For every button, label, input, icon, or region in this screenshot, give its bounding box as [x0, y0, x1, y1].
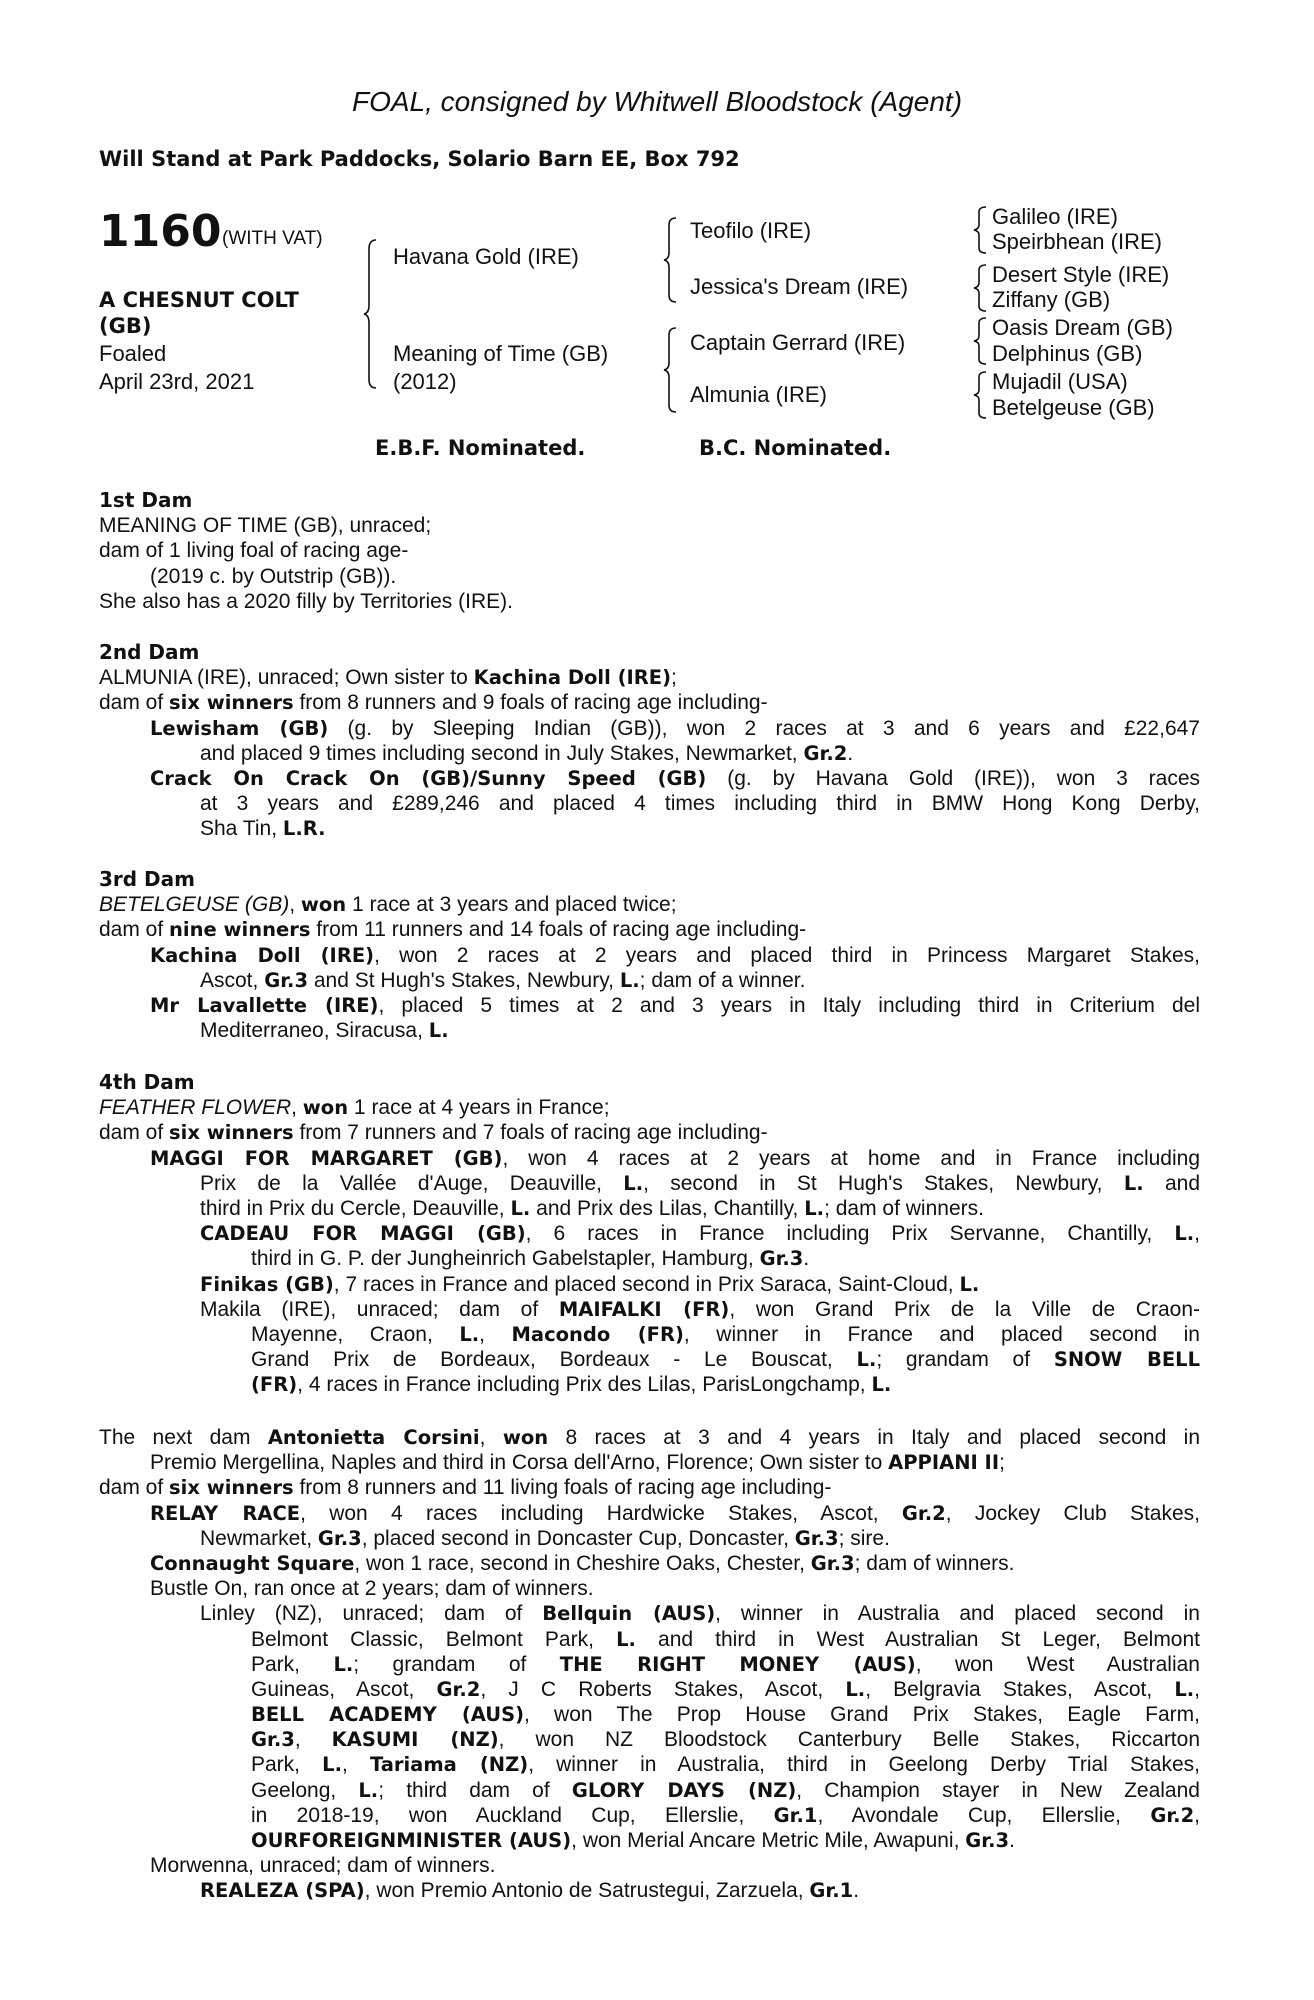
- text-run: , placed 5 times at 2 and 3 years in Italy including third in Criterium del: [378, 993, 1200, 1017]
- text-run: Guineas, Ascot,: [251, 1677, 437, 1701]
- bold-run: L.: [856, 1348, 877, 1372]
- text-run: Geelong,: [251, 1778, 359, 1802]
- text-run: Mayenne, Craon,: [251, 1322, 460, 1346]
- text-line: [150, 1853, 1200, 1878]
- text-run: .: [853, 1879, 860, 1903]
- bold-run: L.R.: [282, 817, 326, 841]
- text-run: , won Grand Prix de la Ville de Craon-: [729, 1297, 1200, 1321]
- text-run: .: [847, 741, 854, 765]
- text-run: , won 1 race, second in Cheshire Oaks, Chester,: [354, 1551, 811, 1575]
- text-run: and Prix des Lilas, Chantilly,: [530, 1196, 805, 1220]
- text-line: [200, 1601, 1200, 1626]
- text-run: She also has a 2020 filly by Territories (IRE).: [99, 589, 513, 613]
- text-line: [150, 1501, 1200, 1526]
- bold-run: THE RIGHT MONEY (AUS): [559, 1652, 916, 1676]
- text-run: Linley (NZ), unraced; dam of: [200, 1602, 543, 1626]
- bold-run: Gr.2: [436, 1677, 481, 1701]
- text-run: third in G. P. der Jungheinrich Gabelstapler, Hamburg,: [251, 1247, 760, 1271]
- gen3-name: Desert Style (IRE): [992, 262, 1170, 287]
- bold-run: six winners: [169, 691, 294, 715]
- bold-run: L.: [358, 1778, 379, 1802]
- text-run: and placed 9 times including second in July Stakes, Newmarket,: [200, 741, 804, 765]
- bold-run: L.: [428, 1019, 449, 1043]
- lot-number: 1160: [99, 206, 222, 257]
- text-run: ,: [1194, 1677, 1200, 1701]
- text-line: [99, 513, 1200, 538]
- text-run: , won The Prop House Grand Prix Stakes, Eagle Farm,: [524, 1703, 1200, 1727]
- bold-run: RELAY RACE: [150, 1501, 301, 1525]
- text-run: , Jockey Club Stakes,: [945, 1501, 1201, 1525]
- dam-record: [0, 1475, 1314, 1500]
- bold-run: Kachina Doll (IRE): [473, 666, 672, 690]
- dam-section: [0, 1425, 1314, 1904]
- text-run: , winner in Australia and placed second in: [715, 1602, 1200, 1626]
- bold-run: L.: [845, 1677, 866, 1701]
- bold-run: CADEAU FOR MAGGI (GB): [200, 1222, 526, 1246]
- text-run: ; dam of winners.: [854, 1551, 1015, 1575]
- gen3-brace-1: [974, 206, 988, 254]
- text-line: [99, 589, 1200, 614]
- text-run: Belmont Classic, Belmont Park,: [251, 1627, 617, 1651]
- text-line: [200, 1878, 1200, 1903]
- bold-run: L.: [623, 1171, 644, 1195]
- progeny-entry: [0, 1601, 1314, 1853]
- dam-record: [0, 1095, 1314, 1120]
- sire-dam-brace: [364, 239, 378, 389]
- bold-run: six winners: [169, 1476, 294, 1500]
- bold-run: L.: [322, 1753, 342, 1777]
- text-run: 8 races at 3 and 4 years in Italy and placed second in: [548, 1426, 1200, 1449]
- bold-run: Gr.1: [809, 1879, 854, 1903]
- text-run: Park,: [251, 1753, 323, 1777]
- text-run: and St Hugh's Stakes, Newbury,: [308, 968, 620, 992]
- text-run: , won 4 races at 2 years at home and in France including: [502, 1146, 1201, 1170]
- text-run: ,: [1194, 1803, 1200, 1827]
- text-run: ,: [479, 1322, 512, 1346]
- dam-year: (2012): [393, 369, 457, 394]
- text-run: ALMUNIA (IRE), unraced; Own sister to: [99, 666, 474, 690]
- bold-run: GLORY DAYS (NZ): [571, 1778, 797, 1802]
- stand-location: Will Stand at Park Paddocks, Solario Barn EE, Box 792: [99, 147, 740, 171]
- bold-run: Gr.2: [1150, 1803, 1195, 1827]
- progeny-entry: [0, 1853, 1314, 1878]
- text-line: [150, 564, 1200, 589]
- text-run: 1 race at 4 years in France;: [348, 1096, 610, 1120]
- bold-run: six winners: [169, 1121, 294, 1145]
- text-line: [150, 1146, 1200, 1171]
- progeny-entry: [0, 1551, 1314, 1576]
- dam-name: Meaning of Time (GB): [393, 341, 609, 366]
- text-line: [99, 1425, 1200, 1450]
- bold-run: Bellquin (AUS): [542, 1602, 716, 1626]
- bold-run: SNOW BELL: [1053, 1348, 1200, 1372]
- dam-record: [0, 665, 1314, 690]
- text-run: .: [1009, 1829, 1015, 1852]
- bold-run: won: [502, 1426, 549, 1449]
- text-line: [251, 1702, 1200, 1727]
- text-line: [99, 690, 1200, 715]
- text-run: , placed second in Doncaster Cup, Doncaster,: [361, 1526, 795, 1550]
- text-run: , Champion stayer in New Zealand: [796, 1778, 1200, 1802]
- text-run: Mediterraneo, Siracusa,: [200, 1019, 429, 1043]
- progeny-entry: [0, 1501, 1314, 1551]
- dam-record: [0, 589, 1314, 614]
- text-run: ,: [341, 1753, 370, 1777]
- progeny-entry: [0, 993, 1314, 1043]
- text-line: [150, 993, 1200, 1018]
- text-line: [150, 943, 1200, 968]
- text-run: , won Merial Ancare Metric Mile, Awapuni,: [571, 1829, 966, 1852]
- text-run: ,: [291, 1096, 303, 1120]
- bold-run: REALEZA (SPA): [200, 1879, 365, 1903]
- bold-run: Gr.3: [965, 1829, 1010, 1852]
- progeny-entry: [0, 1272, 1314, 1297]
- section-heading: 4th Dam: [99, 1070, 195, 1094]
- text-run: Bustle On, ran once at 2 years; dam of winners.: [150, 1577, 594, 1601]
- text-run: ; dam of winners.: [824, 1196, 984, 1220]
- text-run: Newmarket,: [200, 1526, 318, 1550]
- bold-run: won: [302, 1096, 349, 1120]
- text-line: [99, 538, 1200, 563]
- text-run: , won 4 races including Hardwicke Stakes, Ascot,: [300, 1501, 902, 1525]
- text-line: [251, 1322, 1200, 1347]
- text-run: , winner in Australia, third in Geelong Derby Trial Stakes,: [528, 1753, 1200, 1777]
- text-run: ; grandam of: [353, 1652, 560, 1676]
- text-run: Grand Prix de Bordeaux, Bordeaux - Le Bouscat,: [251, 1348, 857, 1372]
- text-run: third in Prix du Cercle, Deauville,: [200, 1196, 511, 1220]
- text-run: at 3 years and £289,246 and placed 4 times including third in BMW Hong Kong Derby,: [200, 792, 1200, 816]
- gen3-name: Speirbhean (IRE): [992, 229, 1162, 254]
- progeny-entry: [0, 564, 1314, 589]
- bold-run: Gr.3: [317, 1526, 362, 1550]
- bold-run: KASUMI (NZ): [331, 1728, 499, 1752]
- gen3-name: Betelgeuse (GB): [992, 395, 1155, 420]
- text-run: ; third dam of: [378, 1778, 572, 1802]
- dam-section: [0, 1070, 1314, 1397]
- bold-run: L.: [1174, 1677, 1195, 1701]
- text-run: from 8 runners and 9 foals of racing age including-: [293, 691, 768, 715]
- text-run: Ascot,: [200, 968, 265, 992]
- horse-description: A CHESNUT COLT: [99, 288, 299, 312]
- gen3-name: Ziffany (GB): [992, 287, 1111, 312]
- bold-run: L.: [333, 1652, 354, 1676]
- text-run: , won NZ Bloodstock Canterbury Belle Stakes, Riccarton: [498, 1728, 1200, 1752]
- text-line: [251, 1347, 1200, 1372]
- text-run: , Belgravia Stakes, Ascot,: [865, 1677, 1175, 1701]
- text-run: , second in St Hugh's Stakes, Newbury,: [643, 1171, 1124, 1195]
- text-line: [150, 1551, 1200, 1576]
- bold-run: MAGGI FOR MARGARET (GB): [150, 1146, 503, 1170]
- text-run: , winner in France and placed second in: [683, 1322, 1200, 1346]
- text-run: ;: [999, 1451, 1005, 1475]
- bold-run: BELL ACADEMY (AUS): [251, 1703, 525, 1727]
- text-run: ; dam of a winner.: [639, 968, 806, 992]
- text-run: , Avondale Cup, Ellerslie,: [817, 1803, 1151, 1827]
- text-line: [251, 1652, 1200, 1677]
- bold-run: Gr.1: [773, 1803, 818, 1827]
- text-line: [150, 1450, 1200, 1475]
- dam-section: [0, 488, 1314, 614]
- text-run: Sha Tin,: [200, 817, 283, 841]
- progeny-entry: [0, 1878, 1314, 1903]
- text-line: [200, 1171, 1200, 1196]
- text-line: [99, 892, 1200, 917]
- text-run: Prix de la Vallée d'Auge, Deauville,: [200, 1171, 624, 1195]
- text-run: from 11 runners and 14 foals of racing age including-: [310, 918, 807, 942]
- bold-run: Macondo (FR): [511, 1322, 684, 1346]
- bold-run: L.: [619, 968, 640, 992]
- text-line: [99, 1095, 1200, 1120]
- text-run: dam of: [99, 691, 170, 715]
- bc-nominated: B.C. Nominated.: [699, 436, 892, 460]
- text-run: , won 2 races at 2 years and placed third in Princess Margaret Stakes,: [374, 943, 1200, 967]
- text-line: [200, 1526, 1200, 1551]
- bold-run: Kachina Doll (IRE): [150, 943, 375, 967]
- text-line: [251, 1372, 1200, 1397]
- italic-run: BETELGEUSE (GB): [99, 893, 290, 917]
- text-line: [200, 741, 1200, 766]
- text-run: dam of: [99, 918, 170, 942]
- text-run: ,: [1194, 1222, 1200, 1246]
- dam-line-brace: [664, 327, 678, 413]
- dam-section: [0, 640, 1314, 842]
- progeny-entry: [0, 766, 1314, 842]
- text-run: ,: [479, 1426, 503, 1449]
- bold-run: Gr.3: [759, 1247, 804, 1271]
- text-line: [200, 1297, 1200, 1322]
- text-run: in 2018-19, won Auckland Cup, Ellerslie,: [251, 1803, 774, 1827]
- bold-run: won: [300, 893, 347, 917]
- progeny-entry: [0, 1297, 1314, 1398]
- bold-run: L.: [804, 1196, 825, 1220]
- bold-run: APPIANI II: [888, 1451, 1000, 1475]
- bold-run: Crack On Crack On (GB)/Sunny Speed (GB): [150, 766, 707, 790]
- bold-run: Gr.2: [803, 741, 848, 765]
- text-run: and: [1143, 1171, 1201, 1195]
- text-run: , J C Roberts Stakes, Ascot,: [480, 1677, 846, 1701]
- section-heading: 3rd Dam: [99, 867, 195, 891]
- bold-run: Lewisham (GB): [150, 716, 329, 740]
- gen3-name: Oasis Dream (GB): [992, 315, 1173, 340]
- bold-run: Finikas (GB): [200, 1272, 334, 1296]
- text-run: dam of 1 living foal of racing age-: [99, 539, 409, 563]
- sire-sire-name: Teofilo (IRE): [690, 218, 812, 243]
- text-run: Park,: [251, 1652, 334, 1676]
- text-run: , 7 races in France and placed second in Prix Saraca, Saint-Cloud,: [333, 1272, 960, 1296]
- text-line: [99, 917, 1200, 942]
- ebf-nominated: E.B.F. Nominated.: [375, 436, 586, 460]
- horse-origin: (GB): [99, 314, 152, 338]
- progeny-entry: [0, 1576, 1314, 1601]
- page-title: FOAL, consigned by Whitwell Bloodstock (Agent): [351, 86, 963, 117]
- sire-line-brace: [664, 217, 678, 303]
- progeny-entry: [0, 716, 1314, 766]
- section-heading: 1st Dam: [99, 488, 193, 512]
- text-line: [200, 1221, 1200, 1246]
- bold-run: Gr.3: [794, 1526, 839, 1550]
- bold-run: L.: [616, 1627, 636, 1651]
- text-line: [251, 1778, 1200, 1803]
- text-run: , 6 races in France including Prix Servanne, Chantilly,: [525, 1222, 1175, 1246]
- text-run: dam of: [99, 1476, 170, 1500]
- gen3-brace-2: [974, 264, 988, 312]
- bold-run: Gr.2: [901, 1501, 946, 1525]
- text-line: [150, 1576, 1200, 1601]
- bold-run: Antonietta Corsini: [267, 1426, 480, 1449]
- gen3-name: Delphinus (GB): [992, 341, 1143, 366]
- bold-run: (FR): [251, 1373, 298, 1397]
- dam-sire-name: Captain Gerrard (IRE): [690, 330, 906, 355]
- text-line: [200, 791, 1200, 816]
- text-run: dam of: [99, 1121, 170, 1145]
- sire-name: Havana Gold (IRE): [393, 244, 579, 269]
- dam-dam-name: Almunia (IRE): [690, 382, 827, 407]
- bold-run: Tariama (NZ): [369, 1753, 529, 1777]
- bold-run: nine winners: [169, 918, 311, 942]
- bold-run: Connaught Square: [150, 1551, 355, 1575]
- text-run: ,: [294, 1728, 332, 1752]
- text-line: [150, 716, 1200, 741]
- gen3-name: Mujadil (USA): [992, 369, 1128, 394]
- bold-run: Gr.3: [810, 1551, 855, 1575]
- text-run: MEANING OF TIME (GB), unraced;: [99, 514, 432, 538]
- vat-note: (WITH VAT): [222, 228, 323, 249]
- text-run: ; sire.: [838, 1526, 890, 1550]
- dam-record: [0, 513, 1314, 538]
- bold-run: Gr.3: [264, 968, 309, 992]
- foaled-date: April 23rd, 2021: [99, 369, 255, 394]
- bold-run: Mr Lavallette (IRE): [150, 993, 379, 1017]
- text-run: , won West Australian: [915, 1652, 1200, 1676]
- text-line: [251, 1828, 1200, 1853]
- text-run: (2019 c. by Outstrip (GB)).: [150, 564, 397, 588]
- section-heading: 2nd Dam: [99, 640, 200, 664]
- text-run: ,: [289, 893, 301, 917]
- text-line: [200, 1272, 1200, 1297]
- text-run: (g. by Sleeping Indian (GB)), won 2 races at 3 and 6 years and £22,647: [328, 716, 1200, 740]
- bold-run: L.: [959, 1272, 980, 1296]
- text-run: ;: [671, 666, 677, 690]
- text-line: [251, 1803, 1200, 1828]
- text-run: from 8 runners and 11 living foals of racing age including-: [293, 1476, 832, 1500]
- text-line: [200, 816, 1200, 841]
- gen3-name: Galileo (IRE): [992, 204, 1118, 229]
- dam-record: [0, 892, 1314, 917]
- text-line: [99, 665, 1200, 690]
- bold-run: OURFOREIGNMINISTER (AUS): [251, 1829, 572, 1852]
- text-run: Premio Mergellina, Naples and third in Corsa dell'Arno, Florence; Own sister to: [150, 1451, 889, 1475]
- dam-record: [0, 690, 1314, 715]
- text-line: [251, 1677, 1200, 1702]
- sire-dam-name: Jessica's Dream (IRE): [690, 274, 909, 299]
- dam-record: [0, 917, 1314, 942]
- text-line: [251, 1727, 1200, 1752]
- bold-run: MAIFALKI (FR): [558, 1297, 730, 1321]
- foaled-label: Foaled: [99, 341, 167, 366]
- italic-run: FEATHER FLOWER: [99, 1096, 292, 1120]
- bold-run: L.: [1123, 1171, 1144, 1195]
- text-run: and third in West Australian St Leger, Belmont: [635, 1627, 1200, 1651]
- progeny-entry: [0, 1221, 1314, 1271]
- dam-section: [0, 867, 1314, 1043]
- text-run: , 4 races in France including Prix des Lilas, ParisLongchamp,: [297, 1373, 872, 1397]
- dam-record: [0, 538, 1314, 563]
- progeny-entry: [0, 943, 1314, 993]
- text-line: [251, 1752, 1200, 1777]
- text-run: , won Premio Antonio de Satrustegui, Zarzuela,: [364, 1879, 810, 1903]
- bold-run: L.: [871, 1373, 892, 1397]
- progeny-entry: [0, 1146, 1314, 1222]
- text-line: [200, 968, 1200, 993]
- text-line: [99, 1120, 1200, 1145]
- gen3-brace-3: [974, 317, 988, 365]
- text-run: 1 race at 3 years and placed twice;: [346, 893, 677, 917]
- text-run: Morwenna, unraced; dam of winners.: [150, 1854, 496, 1878]
- text-line: [251, 1627, 1200, 1652]
- text-run: The next dam: [99, 1426, 268, 1449]
- dam-record: [0, 1425, 1314, 1475]
- text-run: from 7 runners and 7 foals of racing age including-: [293, 1121, 768, 1145]
- text-line: [200, 1018, 1200, 1043]
- text-line: [150, 766, 1200, 791]
- bold-run: L.: [1174, 1222, 1195, 1246]
- text-line: [200, 1196, 1200, 1221]
- gen3-brace-4: [974, 371, 988, 419]
- dam-record: [0, 1120, 1314, 1145]
- text-run: .: [803, 1247, 810, 1271]
- text-line: [251, 1246, 1200, 1271]
- text-run: (g. by Havana Gold (IRE)), won 3 races: [706, 766, 1201, 790]
- bold-run: L.: [459, 1322, 480, 1346]
- text-line: [99, 1475, 1200, 1500]
- text-run: ; grandam of: [876, 1348, 1054, 1372]
- bold-run: Gr.3: [251, 1728, 295, 1752]
- text-run: Makila (IRE), unraced; dam of: [200, 1297, 559, 1321]
- bold-run: L.: [510, 1196, 531, 1220]
